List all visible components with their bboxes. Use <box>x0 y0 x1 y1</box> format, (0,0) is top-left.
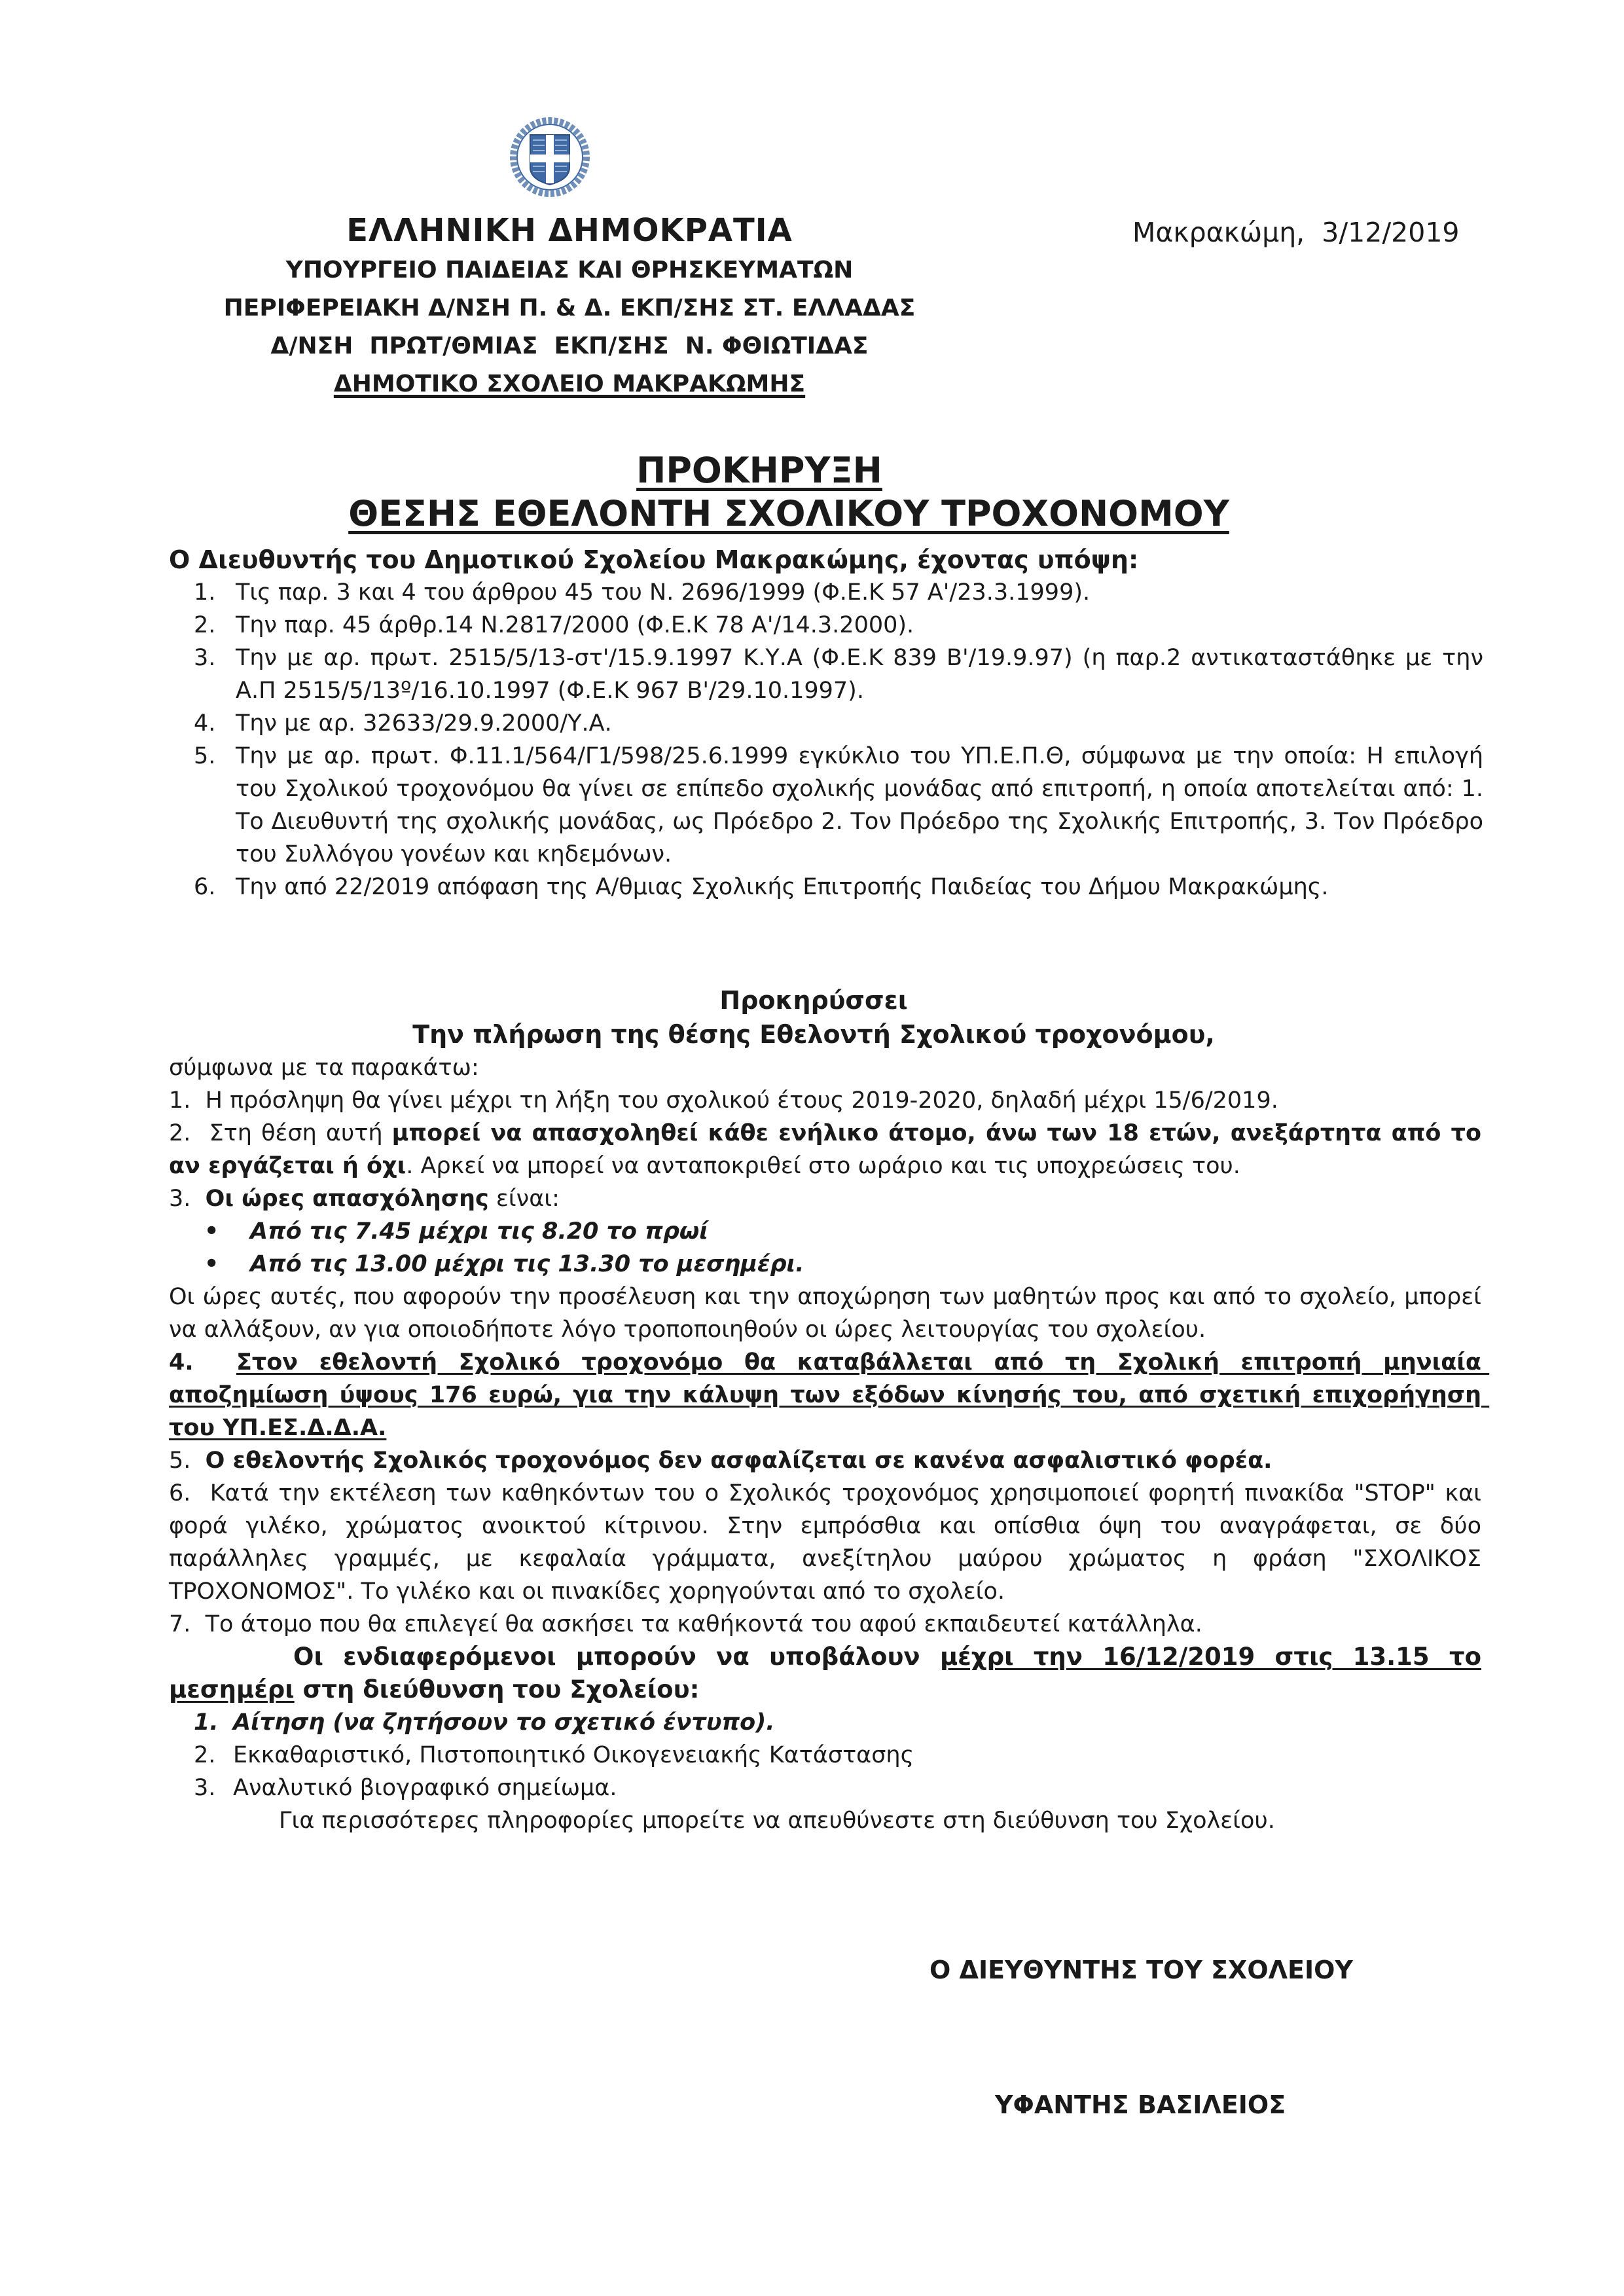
list-item: 6. Την από 22/2019 απόφαση της Α/θμιας Σχολικής Επιτροπής Παιδείας του Δήμου Μακρακώμης. <box>194 874 1329 900</box>
list-item: 5. Την με αρ. πρωτ. Φ.11.1/564/Γ1/598/25.6.1999 εγκύκλιο του ΥΠ.Ε.Π.Θ, σύμφωνα με την οποία: Η επιλογή του Σχολικού τροχονόμου θα γίνει σε επίπεδο σχολικής μονάδας από επιτροπή, η οποία αποτελείται από: 1. Το Διευθυντή της σχολικής μονάδας, ως Πρόεδρο 2. Τον Πρόεδρο της Σχολικής Επιτροπής, 3. Τον Πρόεδρο του Συλλόγου γονέων και κηδεμόνων. <box>194 743 1483 867</box>
hours-bullet: • Από τις 13.00 μέχρι τις 13.30 το μεσημέρι. <box>204 1251 804 1277</box>
letterhead <box>183 210 956 403</box>
term-6: 6. Κατά την εκτέλεση των καθηκόντων του ο Σχολικός τροχονόμος χρησιμοποιεί φορητή πινακίδα "STOP" και φορά γιλέκο, χρώματος ανοικτού κίτρινου. Στην εμπρόσθια και οπίσθια όψη του αναγράφεται, σε δύο παράλληλες γραμμές, με κεφαλαία γράμματα, ανεξίτηλου μαύρου χρώματος η φράση "ΣΧΟΛΙΚΟΣ ΤΡΟΧΟΝΟΜΟΣ". Το γιλέκο και οι πινακίδες χορηγούνται από το σχολείο. <box>169 1480 1489 1605</box>
list-item: 1. Τις παρ. 3 και 4 του άρθρου 45 του Ν. 2696/1999 (Φ.Ε.Κ 57 Α'/23.3.1999). <box>194 579 1091 606</box>
list-item: 1. Αίτηση (να ζητήσουν το σχετικό έντυπο). <box>194 1709 775 1736</box>
regional-directorate-line: ΠΕΡΙΦΕΡΕΙΑΚΗ Δ/ΝΣΗ Π. & Δ. ΕΚΠ/ΣΗΣ ΣΤ. ΕΛΛΑΔΑΣ <box>223 295 916 321</box>
list-item: 2. Την παρ. 45 άρθρ.14 Ν.2817/2000 (Φ.Ε.Κ 78 Α'/14.3.2000). <box>194 612 914 638</box>
term-7: 7. Το άτομο που θα επιλεγεί θα ασκήσει τα καθήκοντά του αφού εκπαιδευτεί κατάλληλα. <box>169 1611 1202 1637</box>
republic-title: ΕΛΛΗΝΙΚΗ ΔΗΜΟΚΡΑΤΙΑ <box>346 212 793 249</box>
school-name: ΔΗΜΟΤΙΚΟ ΣΧΟΛΕΙΟ ΜΑΚΡΑΚΩΜΗΣ <box>333 371 806 397</box>
signature-name: ΥΦΑΝΤΗΣ ΒΑΣΙΛΕΙΟΣ <box>995 2090 1286 2119</box>
hours-note: Οι ώρες αυτές, που αφορούν την προσέλευση και την αποχώρηση των μαθητών προς και από το σχολείο, μπορεί να αλλάξουν, αν για οποιοδήποτε λόγο τροποποιηθούν οι ώρες λειτουργίας του σχολείου. <box>169 1284 1481 1343</box>
term-1: 1. Η πρόσληψη θα γίνει μέχρι τη λήξη του σχολικού έτους 2019-2020, δηλαδή μέχρι 15/6/2019. <box>169 1087 1278 1114</box>
intro-statement: Ο Διευθυντής του Δημοτικού Σχολείου Μακρακώμης, έχοντας υπόψη: <box>169 545 1139 574</box>
list-item: 3. Αναλυτικό βιογραφικό σημείωμα. <box>194 1775 617 1801</box>
signature-role: Ο ΔΙΕΥΘΥΝΤΗΣ ΤΟΥ ΣΧΟΛΕΙΟΥ <box>929 1956 1353 1984</box>
info-note: Για περισσότερες πληροφορίες μπορείτε να απευθύνεστε στη διεύθυνση του Σχολείου. <box>279 1808 1275 1834</box>
hours-bullet: • Από τις 7.45 μέχρι τις 8.20 το πρωί <box>204 1218 708 1245</box>
proclaims-heading: Προκηρύσσει <box>719 986 908 1015</box>
terms-section <box>169 1051 1490 1837</box>
term-4: 4. Στον εθελοντή Σχολικό τροχονόμο θα καταβάλλεται από τη Σχολική επιτροπή μηνιαία αποζημίωση ύψους 176 ευρώ, για την κάλυψη των εξόδων κίνησής του, από σχετική επιχορήγηση του ΥΠ.ΕΣ.Δ.Δ.Α. <box>169 1349 1490 1441</box>
ministry-line: ΥΠΟΥΡΓΕΙΟ ΠΑΙΔΕΙΑΣ ΚΑΙ ΘΡΗΣΚΕΥΜΑΤΩΝ <box>285 257 854 283</box>
document-title: ΠΡΟΚΗΡΥΞΗ <box>636 450 882 491</box>
required-documents <box>169 1706 1481 1804</box>
primary-directorate-line: Δ/ΝΣΗ ΠΡΩΤ/ΘΜΙΑΣ ΕΚΠ/ΣΗΣ Ν. ΦΘΙΩΤΙΔΑΣ <box>270 333 869 359</box>
term-3: 3. Οι ώρες απασχόλησης είναι: <box>169 1186 560 1212</box>
terms-lead: σύμφωνα με τα παρακάτω: <box>169 1055 479 1081</box>
greek-coat-of-arms-icon <box>509 117 590 198</box>
term-2: 2. Στη θέση αυτή μπορεί να απασχοληθεί κάθε ενήλικο άτομο, άνω των 18 ετών, ανεξάρτητα από το αν εργάζεται ή όχι. Αρκεί να μπορεί να ανταποκριθεί στο ωράριο και τις υποχρεώσεις του. <box>169 1120 1490 1179</box>
submission-deadline: Οι ενδιαφερόμενοι μπορούν να υποβάλουν μέχρι την 16/12/2019 στις 13.15 το μεσημέρι στη διεύθυνση του Σχολείου: <box>169 1643 1481 1704</box>
term-5: 5. Ο εθελοντής Σχολικός τροχονόμος δεν ασφαλίζεται σε κανένα ασφαλιστικό φορέα. <box>169 1448 1272 1474</box>
proclaims-subheading: Την πλήρωση της θέσης Εθελοντή Σχολικού τροχονόμου, <box>412 1020 1215 1049</box>
document-subtitle: ΘΕΣΗΣ ΕΘΕΛΟΝΤΗ ΣΧΟΛΙΚΟΥ ΤΡΟΧΟΝΟΜΟΥ <box>348 493 1229 534</box>
place-date: Μακρακώμη, 3/12/2019 <box>1132 217 1460 248</box>
list-item: 2. Εκκαθαριστικό, Πιστοποιητικό Οικογενειακής Κατάστασης <box>194 1742 914 1768</box>
considerations-list <box>194 576 1483 903</box>
list-item: 3. Την με αρ. πρωτ. 2515/5/13-στ'/15.9.1997 Κ.Υ.Α (Φ.Ε.Κ 839 Β'/19.9.97) (η παρ.2 αντικαταστάθηκε με την Α.Π 2515/5/13º/16.10.1997 (Φ.Ε.Κ 967 Β'/29.10.1997). <box>194 645 1483 704</box>
list-item: 4. Την με αρ. 32633/29.9.2000/Υ.Α. <box>194 710 612 737</box>
